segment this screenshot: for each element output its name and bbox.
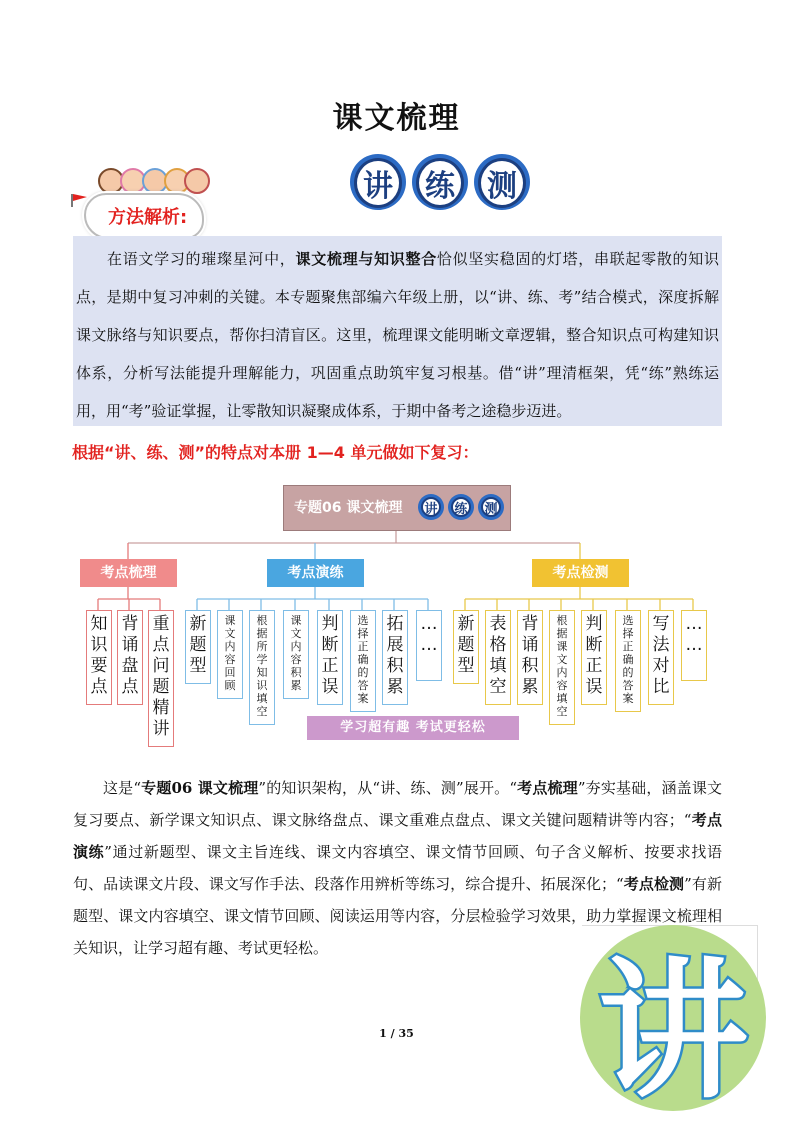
knowledge-structure-diagram <box>75 480 725 745</box>
diagram-logo-circle-2: 练 <box>448 494 474 520</box>
leaf-3-8: … … <box>681 610 707 681</box>
leaf-2-3: 根 据 所 学 知 识 填 空 <box>249 610 275 725</box>
leaf-1-2: 背 诵 盘 点 <box>117 610 143 705</box>
logo-char-1: 讲 <box>354 158 402 208</box>
diagram-logo-circle-1: 讲 <box>418 494 444 520</box>
big-jiang-watermark <box>580 925 766 1119</box>
jiang-lian-ce-logo <box>350 152 535 214</box>
intro-box <box>73 236 722 426</box>
leaf-2-8: … … <box>416 610 442 681</box>
page-number: 1 / 35 <box>379 1027 414 1040</box>
method-badge <box>70 165 208 240</box>
leaf-3-6: 选 择 正 确 的 答 案 <box>615 610 641 712</box>
kids-illustration <box>98 165 206 193</box>
leaf-2-2: 课 文 内 容 回 顾 <box>217 610 243 699</box>
leaf-2-1: 新 题 型 <box>185 610 211 684</box>
description-paragraph: 这是“专题06 课文梳理”的知识架构，从“讲、练、测”展开。“考点梳理”夯实基础，涵盖课文复习要点、新学课文知识点、课文脉络盘点、课文重难点盘点、课文关键问题精讲等内容；“考点演练”通过新题型、课文主旨连线、课文内容填空、课文情节回顾、句子含义解析、按要求找语句、品读课文片段、课文写作手法、段落作用辨析等练习，综合提升、拓展深化；“考点检测”有新题型、课文内容填空、课文情节回顾、阅读运用等内容，分层检验学习效果，助力掌握课文梳理相关知识，让学习超有趣、考试更轻松。 <box>73 779 722 957</box>
leaf-2-4: 课 文 内 容 积 累 <box>283 610 309 699</box>
big-jiang-char: 讲 <box>597 945 748 1119</box>
leaf-3-3: 背 诵 积 累 <box>517 610 543 705</box>
leaf-2-7: 拓 展 积 累 <box>382 610 408 705</box>
category-3: 考点检测 <box>532 559 629 587</box>
slogan-banner: 学习超有趣 考试更轻松 <box>307 716 519 740</box>
section-heading: 根据“讲、练、测”的特点对本册 1—4 单元做如下复习： <box>72 443 479 462</box>
flag-icon <box>70 193 88 207</box>
logo-circle-3 <box>474 154 530 210</box>
leaf-3-1: 新 题 型 <box>453 610 479 684</box>
page-title: 课文梳理 <box>332 101 461 136</box>
method-label: 方法解析: <box>108 207 188 228</box>
category-1: 考点梳理 <box>80 559 177 587</box>
logo-circle-1 <box>350 154 406 210</box>
leaf-3-5: 判 断 正 误 <box>581 610 607 705</box>
leaf-1-1: 知 识 要 点 <box>86 610 112 705</box>
category-2: 考点演练 <box>267 559 364 587</box>
leaf-2-6: 选 择 正 确 的 答 案 <box>350 610 376 712</box>
logo-char-3: 测 <box>478 158 526 208</box>
leaf-1-3: 重 点 问 题 精 讲 <box>148 610 174 747</box>
leaf-3-4: 根 据 课 文 内 容 填 空 <box>549 610 575 725</box>
diagram-title: 专题06 课文梳理 <box>294 500 403 516</box>
leaf-2-5: 判 断 正 误 <box>317 610 343 705</box>
diagram-logo-circle-3: 测 <box>478 494 504 520</box>
diagram-title-box <box>283 485 511 531</box>
leaf-3-7: 写 法 对 比 <box>648 610 674 705</box>
leaf-3-2: 表 格 填 空 <box>485 610 511 705</box>
logo-char-2: 练 <box>416 158 464 208</box>
logo-circle-2 <box>412 154 468 210</box>
intro-paragraph: 在语文学习的璀璨星河中，课文梳理与知识整合恰似坚实稳固的灯塔，串联起零散的知识点，是期中复习冲刺的关键。本专题聚焦部编六年级上册，以“讲、练、考”结合模式，深度拆解课文脉络与知识要点，帮你扫清盲区。这里，梳理课文能明晰文章逻辑，整合知识点可构建知识体系，分析写法能提升理解能力，巩固重点助筑牢复习根基。借“讲”理清框架，凭“练”熟练运用，用“考”验证掌握，让零散知识凝聚成体系，于期中备考之途稳步迈进。 <box>76 250 719 420</box>
